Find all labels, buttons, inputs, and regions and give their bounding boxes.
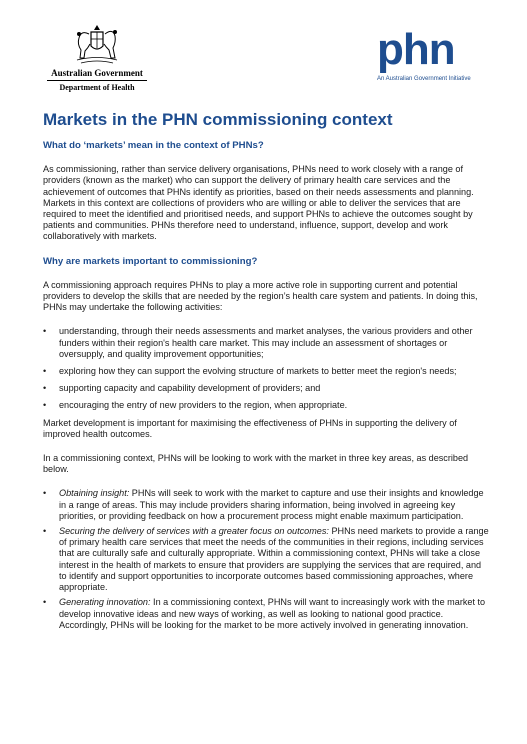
section-heading-markets-meaning: What do ‘markets’ mean in the context of PHNs? (43, 140, 264, 151)
key-area-title: Securing the delivery of services with a greater focus on outcomes: (59, 526, 329, 537)
key-area-text: PHNs need markets to provide a range of primary health care services that meet the needs of the communities in their regions, including services that are culturally safe and culturally appropriate. Within a commissioning context, PHNs will take a close interest in the health of markets to ensure that providers are supplying the services that are required, and to identify and support opportunities to incorporate outcomes based commissioning approaches, where appropriate. (59, 526, 489, 593)
list-item (43, 488, 491, 522)
bullet-icon: • (43, 488, 47, 499)
logo-divider (47, 80, 147, 81)
section-heading-why-markets: Why are markets important to commissioning? (43, 255, 258, 267)
department-name: Department of Health (59, 83, 135, 92)
paragraph-commissioning-approach: A commissioning approach requires PHNs to play a more active role in supporting current and potential providers to develop the skills that are needed by the region’s health care system and patients. In doing this, PHNs may undertake the following activities: (43, 279, 478, 313)
list-item-text: supporting capacity and capability development of providers; and (59, 383, 321, 394)
government-name: Australian Government (51, 68, 143, 78)
list-item (43, 597, 491, 631)
paragraph-market-development: Market development is important for maximising the effectiveness of PHNs in supporting the delivery of improved health outcomes. (43, 417, 457, 439)
page-title: Markets in the PHN commissioning context (43, 110, 393, 129)
phn-logo (377, 25, 497, 82)
list-item-text: encouraging the entry of new providers to the region, when appropriate. (59, 400, 348, 411)
phn-wordmark: phn (377, 25, 455, 74)
bullet-icon: • (43, 366, 47, 377)
phn-tagline: An Australian Government Initiative (377, 76, 471, 82)
list-item (43, 400, 491, 411)
paragraph-markets-meaning: As commissioning, rather than service delivery organisations, PHNs need to work closely with a range of providers (known as the market) who can support the delivery of primary health care services and the achievement of outcomes that PHNs identify as priorities, based on their needs assessments and planning. Markets in this context are collections of providers who are willing or able to deliver the services that are required to meet the identified and prioritised needs, and support PHNs to achieve the outcomes sought by patients and communities. PHNs therefore need to understand, influence, support, develop and work collaboratively with markets. (43, 164, 474, 242)
paragraph-three-key-areas: In a commissioning context, PHNs will be looking to work with the market in three key areas, as described below. (43, 453, 469, 475)
list-item (43, 326, 491, 360)
bullet-icon: • (43, 383, 47, 394)
key-areas-list (43, 488, 491, 630)
list-item-text: exploring how they can support the evolving structure of markets to better meet the region's needs; (59, 366, 457, 377)
document-body (43, 140, 491, 637)
key-area-text: PHNs will seek to work with the market to capture and use their insights and knowledge in a range of areas. This may include providers sharing information, being involved in agreeing key priorities, or providing feedback on how a procurement process might enable maximum participation. (59, 488, 484, 521)
bullet-icon: • (43, 526, 47, 537)
activities-list (43, 326, 491, 411)
list-item-text: understanding, through their needs assessments and market analyses, the various providers and other funders within their region's health care market. This may include an assessment of shortages or oversupply, and quality improvement opportunities; (59, 326, 473, 359)
list-item (43, 366, 491, 377)
list-item (43, 526, 491, 593)
key-area-title: Generating innovation: (59, 597, 151, 608)
key-area-title: Obtaining insight: (59, 488, 130, 499)
bullet-icon: • (43, 597, 47, 608)
bullet-icon: • (43, 400, 47, 411)
list-item (43, 383, 491, 394)
government-logo (47, 22, 147, 92)
key-area-text: In a commissioning context, PHNs will want to increasingly work with the market to develop innovative ideas and new ways of working, as well as looking to national good practice. Accordingly, PHNs will be looking for the market to be more actively involved in generating innovation. (59, 597, 486, 630)
coat-of-arms-icon (67, 22, 127, 66)
bullet-icon: • (43, 326, 47, 337)
